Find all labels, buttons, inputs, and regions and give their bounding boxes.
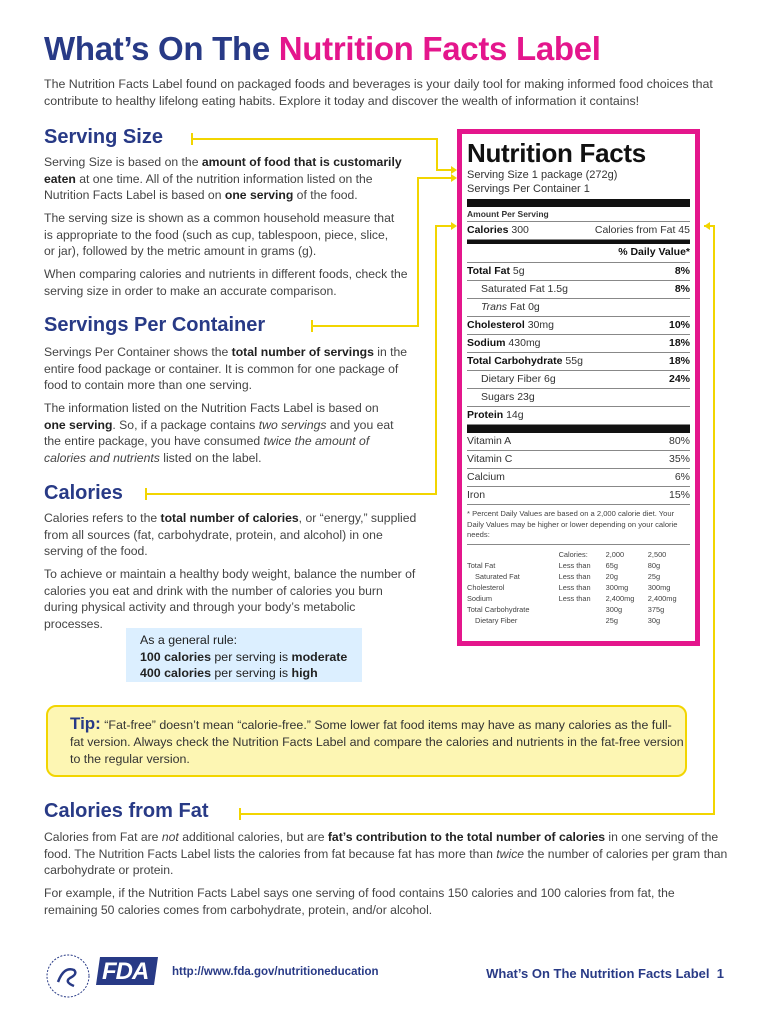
- serving-size-p1: Serving Size is based on the amount of food that is customarily eaten at one time. All of the nutrition information listed on the Nutrition Facts Label is based on one serving of the food.: [44, 155, 402, 202]
- fda-url-link[interactable]: http://www.fda.gov/nutritioneducation: [172, 966, 379, 978]
- nf-footnote: * Percent Daily Values are based on a 2,000 calorie diet. Your Daily Values may be higher or lower depending on your calorie needs:: [467, 509, 678, 539]
- page-number: 1: [716, 966, 724, 981]
- nf-daily-values-row: Saturated Fat Less than 20g 25g: [475, 571, 661, 581]
- nf-nutrient-row: Saturated Fat 1.5g 8%: [467, 281, 690, 299]
- nf-vitamin-row: Iron 15%: [467, 487, 690, 505]
- calories-p2: To achieve or maintain a healthy body weight, balance the number of calories you eat and drink with the number of calories you burn during physical activity and through your body’s metabolic processes.: [44, 567, 416, 631]
- nf-nutrient-row: Cholesterol 30mg 10%: [467, 317, 690, 335]
- nf-daily-values-row: Total Carbohydrate 300g 375g: [467, 604, 665, 614]
- title-part2: Nutrition Facts Label: [278, 30, 601, 67]
- nutrition-facts-label: [457, 129, 700, 646]
- intro-text: The Nutrition Facts Label found on packaged foods and beverages is your daily tool for making informed food choices that contribute to healthy lifelong eating habits. Explore it today and discover the wealth of information it contains!: [44, 77, 713, 108]
- title-part1: What’s On The: [44, 30, 270, 67]
- nf-amount-per: Amount Per Serving: [467, 207, 690, 222]
- rule-line-1: 100 calories per serving is moderate: [140, 649, 348, 664]
- calories-from-fat-heading: Calories from Fat: [44, 800, 209, 822]
- nf-vitamin-row: Vitamin A 80%: [467, 433, 690, 451]
- nf-servings-per: Servings Per Container 1: [467, 183, 590, 195]
- footer-page-title: What’s On The Nutrition Facts Label 1: [486, 966, 724, 981]
- nf-dv-header: % Daily Value*: [467, 244, 690, 263]
- nf-nutrient-row: Sodium 430mg 18%: [467, 335, 690, 353]
- calories-p1: Calories refers to the total number of calories, or “energy,” supplied from all sources (fat, carbohydrate, protein, and alcohol) in one serving of the food.: [44, 511, 417, 558]
- nf-calories-row: Calories 300 Calories from Fat 45: [467, 222, 690, 240]
- tip-label: Tip:: [70, 714, 101, 733]
- servings-per-container-p1: Servings Per Container shows the total number of servings in the entire food package or container. It is common for one package of food to contain more than one serving.: [44, 345, 408, 392]
- rule-intro: As a general rule:: [140, 633, 238, 647]
- nf-nutrient-row: Protein 14g: [467, 407, 690, 425]
- nf-vitamin-row: Calcium 6%: [467, 469, 690, 487]
- serving-size-p2: The serving size is shown as a common household measure that is appropriate to the food (such as cup, tablespoon, piece, slice, or jar), followed by the metric amount in grams (g).: [44, 211, 395, 258]
- nf-daily-values-row: Dietary Fiber 25g 30g: [475, 615, 661, 625]
- page-title: [44, 30, 601, 68]
- nf-serving-size: Serving Size 1 package (272g): [467, 169, 618, 181]
- nf-vitamin-row: Vitamin C 35%: [467, 451, 690, 469]
- nf-nutrient-row: Total Carbohydrate 55g 18%: [467, 353, 690, 371]
- tip-text: “Fat-free” doesn’t mean “calorie-free.” Some lower fat food items may have as many calories as the full-fat version. Always check the Nutrition Facts Label and compare the calories and nutrients in the fat-free version to the regular version.: [70, 718, 684, 766]
- general-rule-box: [126, 628, 362, 682]
- serving-size-p3: When comparing calories and nutrients in different foods, check the serving size in order to make an accurate comparison.: [44, 267, 408, 298]
- nf-nutrient-row: Trans Fat 0g: [467, 299, 690, 317]
- nf-nutrient-row: Sugars 23g: [467, 389, 690, 407]
- tip-box: [46, 705, 687, 777]
- nf-title: Nutrition Facts: [467, 138, 646, 168]
- fda-logo: FDA: [96, 955, 158, 987]
- nf-daily-values-row: Cholesterol Less than 300mg 300mg: [467, 582, 671, 592]
- calories-heading: Calories: [44, 482, 123, 504]
- calories-from-fat-p1: Calories from Fat are not additional calories, but are fat’s contribution to the total number of calories in one serving of the food. The Nutrition Facts Label lists the calories from fat because fat has more than twice the number of calories per gram than carbohydrate or protein.: [44, 830, 728, 877]
- nf-daily-values-row: Total Fat Less than 65g 80g: [467, 560, 661, 570]
- serving-size-heading: Serving Size: [44, 126, 163, 148]
- nf-nutrient-row: Dietary Fiber 6g 24%: [467, 371, 690, 389]
- rule-line-2: 400 calories per serving is high: [140, 666, 318, 680]
- nf-daily-values-table: Calories: 2,000 2,500 Total Fat Less than 65g 80g Saturated Fat Less than 20g 25g Cholesterol Less than 300mg 300mg Sodium Less than 2,400mg 2,400mg Total Carbohydrate 300g 375g Dietary Fiber 25g 30g: [467, 549, 690, 626]
- nf-nutrient-row: Total Fat 5g 8%: [467, 263, 690, 281]
- calories-from-fat-p2: For example, if the Nutrition Facts Label says one serving of food contains 150 calories and 100 calories from fat, the remaining 50 calories comes from carbohydrate, protein, and/or alcohol.: [44, 886, 675, 917]
- servings-per-container-heading: Servings Per Container: [44, 314, 266, 336]
- nf-daily-values-row: Sodium Less than 2,400mg 2,400mg: [467, 593, 677, 603]
- servings-per-container-p2: The information listed on the Nutrition Facts Label is based on one serving. So, if a package contains two servings and you eat the entire package, you have consumed twice the amount of calories and nutrients listed on the label.: [44, 401, 394, 465]
- hhs-seal-icon: [44, 952, 92, 1000]
